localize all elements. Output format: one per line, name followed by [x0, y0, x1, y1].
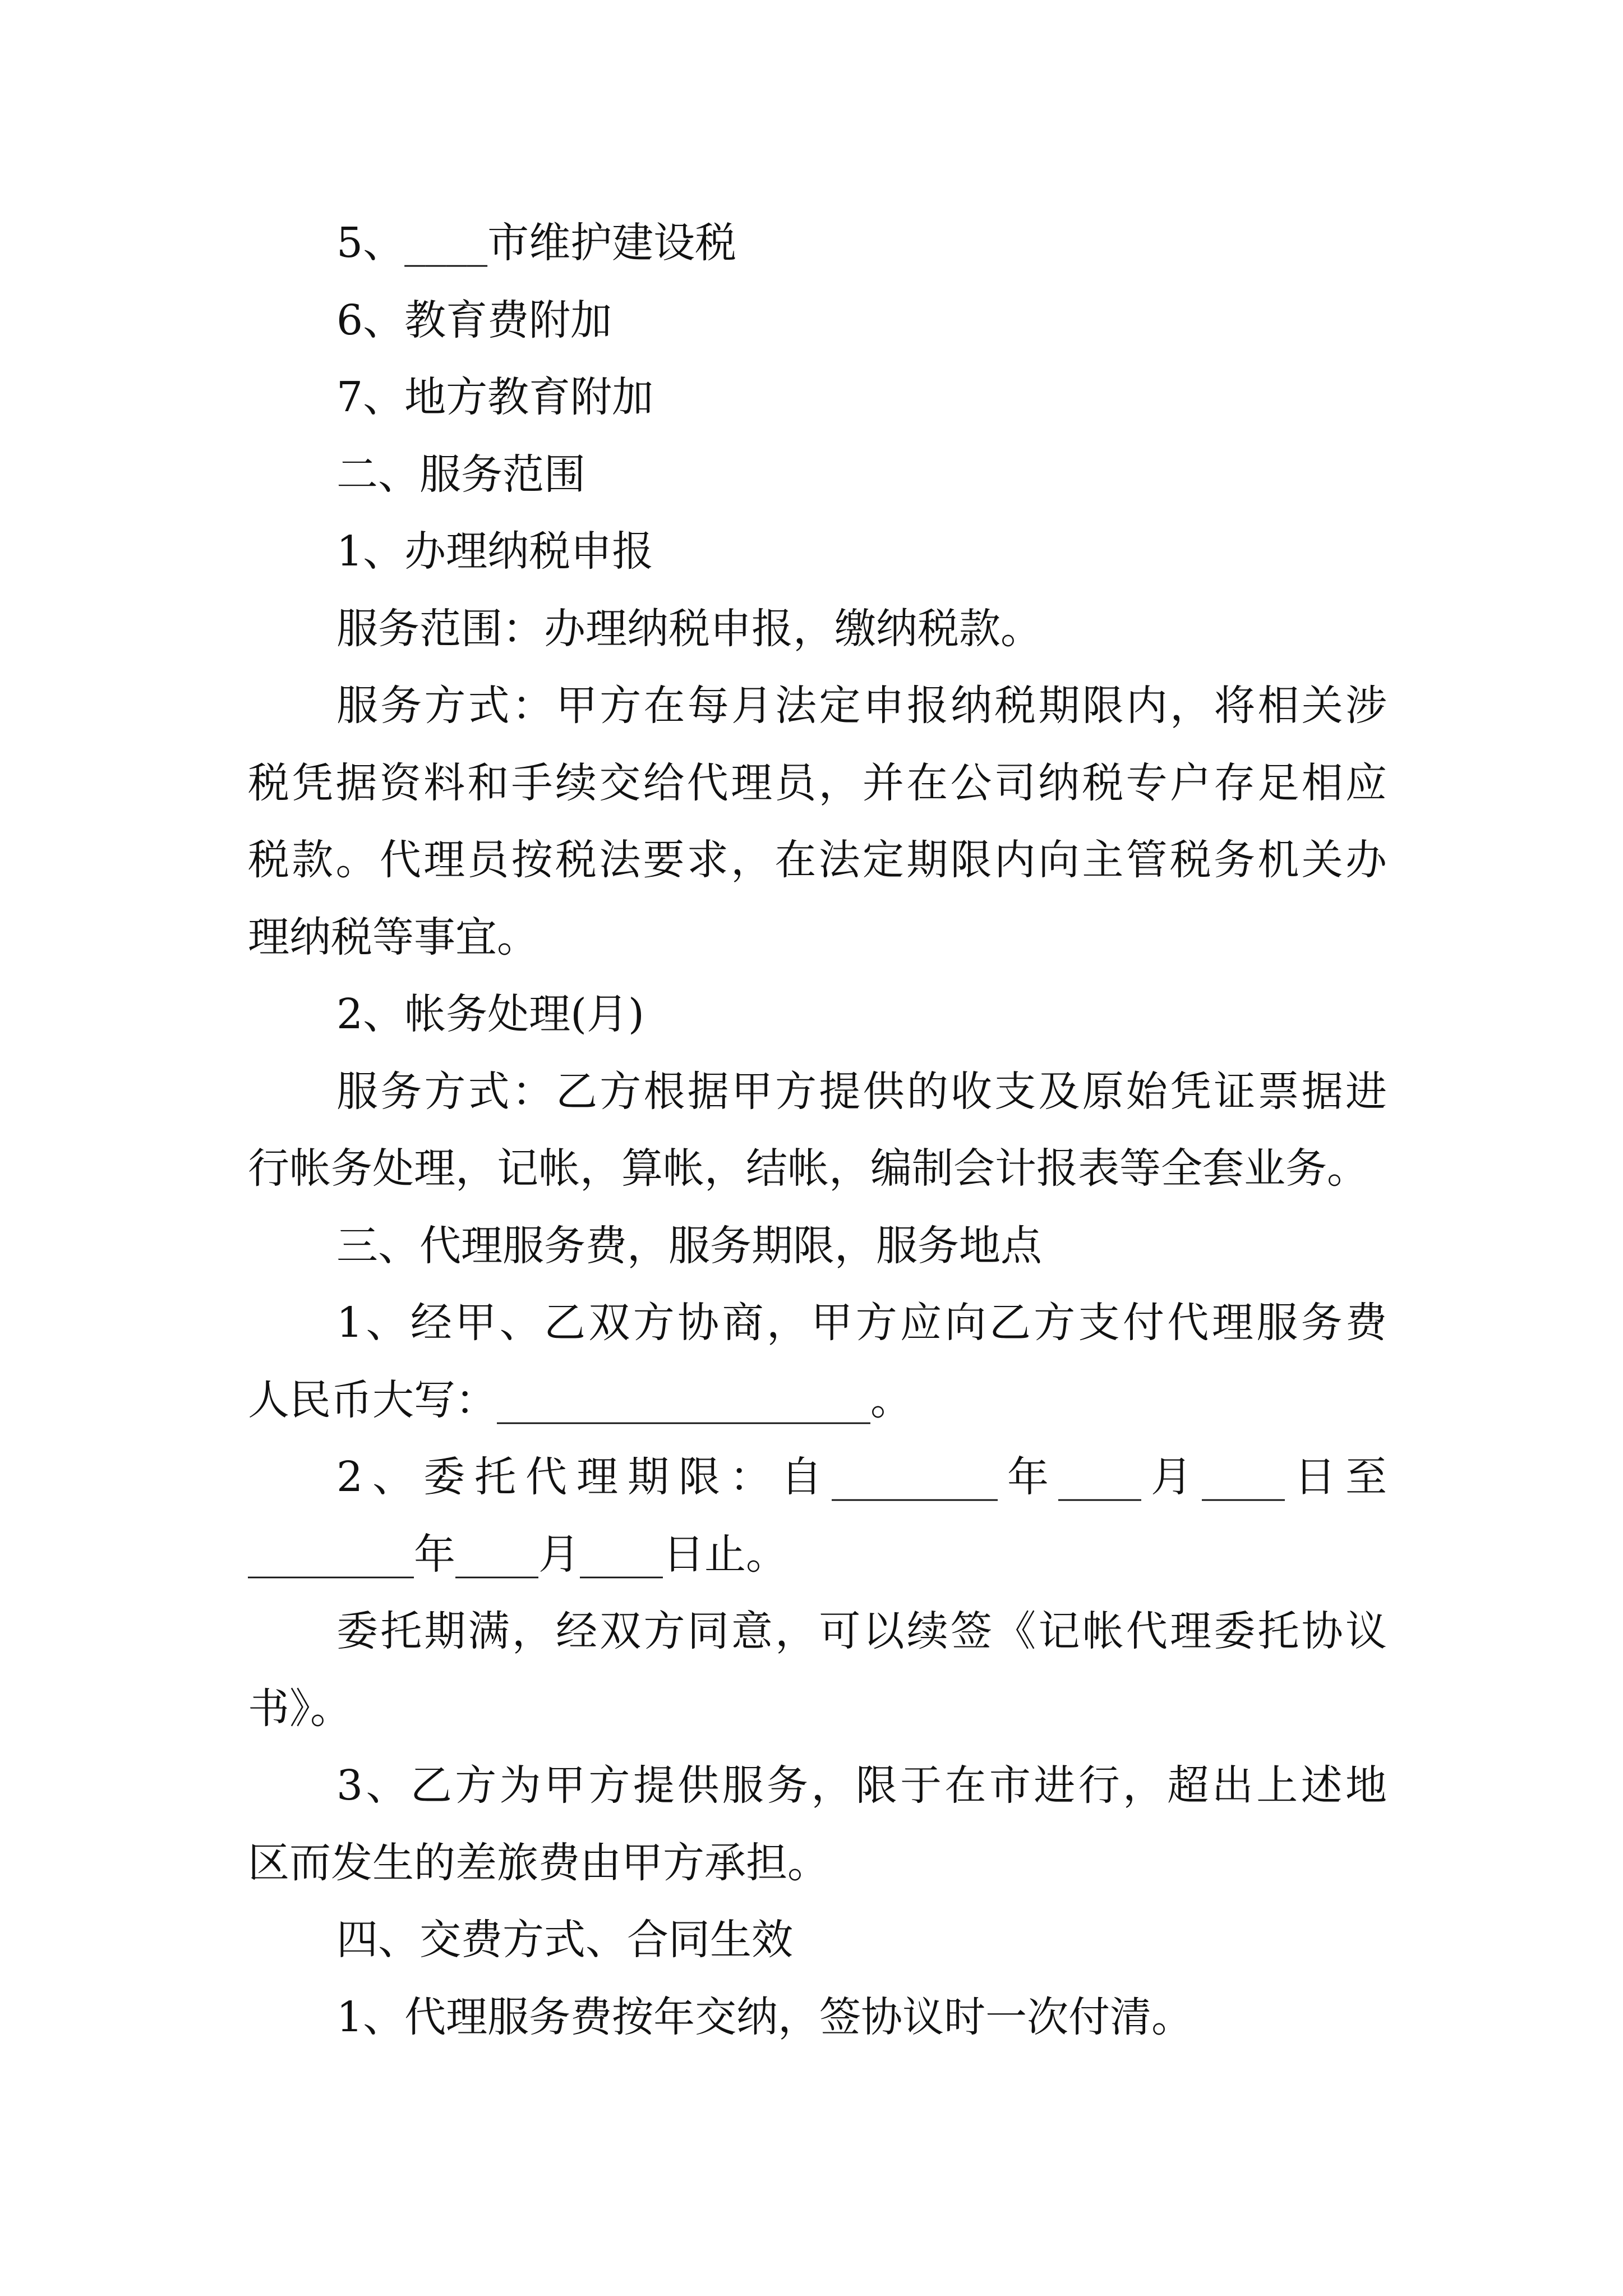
- text-line: 人民币大写：__________________。: [248, 1375, 912, 1424]
- section-heading-payment: [248, 1902, 1387, 1979]
- text-line: 四、交费方式、合同生效: [336, 1916, 793, 1964]
- renewal-clause-paragraph: [248, 1593, 1387, 1747]
- text-line: 5、____市维护建设税: [336, 219, 737, 267]
- text-line: 6、教育费附加: [336, 296, 612, 344]
- text-line: 服务范围：办理纳税申报，缴纳税款。: [336, 604, 1042, 653]
- text-line: 二、服务范围: [336, 450, 585, 499]
- document-body: [248, 205, 1387, 2056]
- tax-service-method-paragraph: [248, 668, 1387, 976]
- text-line: 1、代理服务费按年交纳，签协议时一次付清。: [336, 1993, 1193, 2041]
- text-line: 2、委托代理期限：自________年____月____日至: [336, 1453, 1387, 1501]
- text-line: 委托期满，经双方同意，可以续签《记帐代理委托协议: [336, 1607, 1387, 1655]
- fee-clause-paragraph: [248, 1285, 1387, 1439]
- location-clause-paragraph: [248, 1747, 1387, 1902]
- text-line: 区而发生的差旅费由甲方承担。: [248, 1838, 829, 1887]
- text-line: 2、帐务处理(月): [336, 990, 644, 1038]
- service-scope-text: [248, 591, 1387, 668]
- text-line: 书》。: [248, 1684, 352, 1733]
- text-line: 1、经甲、乙双方协商，甲方应向乙方支付代理服务费: [336, 1299, 1387, 1347]
- subsection-heading-tax-filing: [248, 513, 1387, 591]
- text-line: 三、代理服务费，服务期限，服务地点: [336, 1221, 1042, 1270]
- subsection-heading-bookkeeping: [248, 976, 1387, 1053]
- section-heading-fees: [248, 1208, 1387, 1285]
- tax-item-7: [248, 359, 1387, 436]
- bookkeeping-method-paragraph: [248, 1053, 1387, 1208]
- text-line: 税凭据资料和手续交给代理员，并在公司纳税专户存足相应: [248, 758, 1387, 807]
- text-line: 行帐务处理，记帐，算帐，结帐，编制会计报表等全套业务。: [248, 1144, 1368, 1193]
- payment-clause-paragraph: [248, 1979, 1387, 2056]
- text-line: 1、办理纳税申报: [336, 527, 654, 576]
- text-line: 税款。代理员按税法要求，在法定期限内向主管税务机关办: [248, 836, 1387, 884]
- tax-item-6: [248, 282, 1387, 360]
- term-clause-paragraph: [248, 1439, 1387, 1593]
- text-line: 服务方式：乙方根据甲方提供的收支及原始凭证票据进: [336, 1067, 1387, 1116]
- tax-item-5: [248, 205, 1387, 282]
- text-line: 服务方式：甲方在每月法定申报纳税期限内，将相关涉: [336, 682, 1387, 730]
- text-line: 理纳税等事宜。: [248, 913, 538, 961]
- section-heading-service-scope: [248, 436, 1387, 514]
- text-line: 7、地方教育附加: [336, 373, 654, 421]
- text-line: 3、乙方为甲方提供服务，限于在市进行，超出上述地: [336, 1761, 1387, 1810]
- text-line: ________年____月____日止。: [248, 1530, 787, 1579]
